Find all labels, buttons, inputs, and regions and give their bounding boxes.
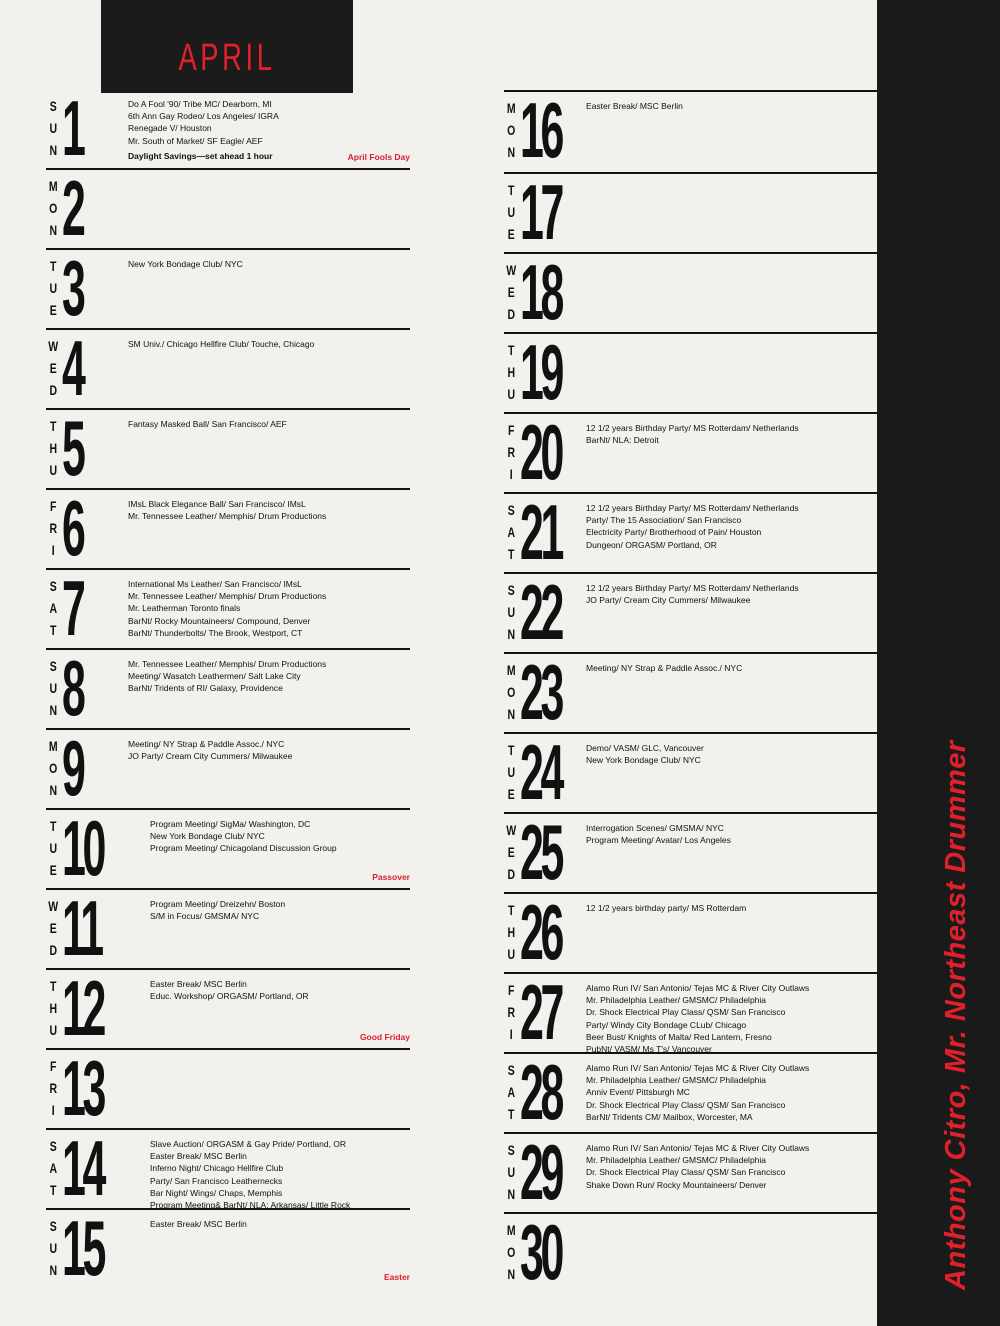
calendar-day bbox=[504, 888, 878, 976]
event-item: Slave Auction/ ORGASM & Gay Pride/ Portland, OR bbox=[150, 1139, 347, 1149]
event-item: 12 1/2 years Birthday Party/ MS Rotterdam/ Netherlands bbox=[586, 583, 799, 593]
event-item: IMsL Black Elegance Ball/ San Francisco/ IMsL bbox=[128, 499, 306, 509]
day-events bbox=[586, 742, 878, 766]
day-number: 28 bbox=[520, 1048, 562, 1136]
calendar-day bbox=[46, 564, 410, 652]
day-number: 20 bbox=[520, 408, 562, 496]
day-of-week: S U N bbox=[49, 98, 58, 158]
day-events bbox=[586, 662, 878, 674]
day-of-week: S A T bbox=[49, 578, 58, 638]
day-number: 5 bbox=[62, 404, 83, 492]
event-item: Demo/ VASM/ GLC, Vancouver bbox=[586, 743, 704, 753]
day-number: 26 bbox=[520, 888, 562, 976]
calendar-day bbox=[46, 644, 410, 732]
day-number: 22 bbox=[520, 568, 562, 656]
day-of-week: S U N bbox=[507, 582, 516, 642]
day-of-week: W E D bbox=[48, 338, 59, 398]
holiday-label: Good Friday bbox=[359, 1032, 410, 1042]
left-column bbox=[46, 84, 410, 1292]
event-item: New York Bondage Club/ NYC bbox=[586, 755, 701, 766]
calendar-day bbox=[504, 568, 878, 656]
event-item: BarNt/ Rocky Mountaineers/ Compound, Denver bbox=[128, 615, 311, 626]
event-item: Mr. Tennessee Leather/ Memphis/ Drum Productions bbox=[128, 591, 327, 602]
calendar-day bbox=[46, 404, 410, 492]
event-item: Dr. Shock Electrical Play Class/ QSM/ San Francisco bbox=[586, 1099, 786, 1110]
holiday-label: April Fools Day bbox=[347, 152, 410, 162]
calendar-day bbox=[504, 408, 878, 496]
day-of-week: T H U bbox=[49, 978, 58, 1038]
day-number: 1 bbox=[62, 84, 83, 172]
event-item: Mr. Philadelphia Leather/ GMSMC/ Philadelphia bbox=[586, 1155, 767, 1166]
day-number: 17 bbox=[520, 168, 562, 256]
calendar-day bbox=[46, 164, 410, 252]
day-of-week: S U N bbox=[507, 1142, 516, 1202]
event-item: Mr. South of Market/ SF Eagle/ AEF bbox=[128, 135, 263, 146]
day-number: 27 bbox=[520, 968, 562, 1056]
day-of-week: W E D bbox=[506, 262, 517, 322]
day-number: 21 bbox=[520, 488, 562, 576]
day-of-week: F R I bbox=[49, 498, 58, 558]
day-number: 29 bbox=[520, 1128, 562, 1216]
event-item: New York Bondage Club/ NYC bbox=[150, 831, 265, 842]
calendar-day bbox=[46, 1044, 410, 1132]
event-item: Fantasy Masked Ball/ San Francisco/ AEF bbox=[128, 419, 287, 429]
event-item: Program Meeting/ Chicagoland Discussion Group bbox=[150, 843, 337, 854]
day-events bbox=[586, 422, 878, 446]
side-bar bbox=[877, 0, 1000, 1326]
day-of-week: T U E bbox=[49, 258, 58, 318]
event-note: Daylight Savings—set ahead 1 hour bbox=[128, 150, 273, 161]
event-item: Anniv Event/ Pittsburgh MC bbox=[586, 1087, 690, 1098]
day-of-week: M O N bbox=[48, 178, 58, 238]
day-number: 7 bbox=[62, 564, 83, 652]
event-item: Mr. Tennessee Leather/ Memphis/ Drum Productions bbox=[128, 659, 327, 669]
day-number: 8 bbox=[62, 644, 83, 732]
day-events bbox=[586, 822, 878, 846]
calendar-day bbox=[504, 168, 878, 256]
day-number: 10 bbox=[62, 804, 104, 892]
day-of-week: S U N bbox=[49, 658, 58, 718]
event-item: Alamo Run IV/ San Antonio/ Tejas MC & River City Outlaws bbox=[586, 1063, 810, 1073]
calendar-day bbox=[504, 488, 878, 576]
calendar-day bbox=[46, 804, 410, 892]
event-item: Do A Fool '90/ Tribe MC/ Dearborn, MI bbox=[128, 99, 272, 109]
day-number: 16 bbox=[520, 86, 562, 174]
event-item: S/M in Focus/ GMSMA/ NYC bbox=[150, 911, 260, 922]
calendar-day bbox=[46, 84, 410, 172]
day-events bbox=[128, 418, 410, 430]
event-item: Alamo Run IV/ San Antonio/ Tejas MC & River City Outlaws bbox=[586, 1143, 810, 1153]
event-item: 12 1/2 years Birthday Party/ MS Rotterdam/ Netherlands bbox=[586, 503, 799, 513]
day-of-week: T H U bbox=[49, 418, 58, 478]
event-item: JO Party/ Cream City Cummers/ Milwaukee bbox=[586, 595, 751, 606]
event-item: 6th Ann Gay Rodeo/ Los Angeles/ IGRA bbox=[128, 111, 279, 122]
event-item: Dr. Shock Electrical Play Class/ QSM/ San Francisco bbox=[586, 1167, 786, 1178]
day-of-week: T U E bbox=[49, 818, 58, 878]
day-number: 4 bbox=[62, 324, 83, 412]
calendar-day bbox=[46, 724, 410, 812]
event-item: Meeting/ NY Strap & Paddle Assoc./ NYC bbox=[586, 663, 743, 673]
event-item: BarNt/ Tridents CM/ Mailbox, Worcester, MA bbox=[586, 1111, 753, 1122]
day-events bbox=[128, 498, 410, 522]
day-of-week: S A T bbox=[507, 502, 516, 562]
day-of-week: S U N bbox=[49, 1218, 58, 1278]
day-of-week: S A T bbox=[507, 1062, 516, 1122]
event-item: BarNt/ NLA: Detroit bbox=[586, 435, 659, 446]
day-number: 14 bbox=[62, 1124, 104, 1212]
calendar-day bbox=[46, 964, 410, 1052]
day-of-week: T U E bbox=[507, 742, 516, 802]
event-item: Program Meeting/ Avatar/ Los Angeles bbox=[586, 835, 731, 846]
day-of-week: S A T bbox=[49, 1138, 58, 1198]
day-events bbox=[128, 578, 410, 639]
event-item: Mr. Philadelphia Leather/ GMSMC/ Philadelphia bbox=[586, 1075, 767, 1086]
event-item: 12 1/2 years Birthday Party/ MS Rotterdam/ Netherlands bbox=[586, 423, 799, 433]
calendar-day bbox=[504, 1128, 878, 1216]
event-item: Meeting/ Wasatch Leathermen/ Salt Lake City bbox=[128, 671, 301, 682]
event-item: Renegade V/ Houston bbox=[128, 123, 212, 134]
calendar-day bbox=[504, 248, 878, 336]
event-item: International Ms Leather/ San Francisco/ IMsL bbox=[128, 579, 302, 589]
event-item: BarNt/ Thunderbolts/ The Brook, Westport, CT bbox=[128, 627, 303, 638]
event-item: Easter Break/ MSC Berlin bbox=[150, 979, 247, 989]
calendar-day bbox=[504, 648, 878, 736]
event-item: BarNt/ Tridents of RI/ Galaxy, Providence bbox=[128, 683, 283, 694]
day-number: 6 bbox=[62, 484, 83, 572]
event-item: JO Party/ Cream City Cummers/ Milwaukee bbox=[128, 751, 293, 762]
event-item: Dr. Shock Electrical Play Class/ QSM/ San Francisco bbox=[586, 1007, 786, 1018]
calendar-day bbox=[504, 728, 878, 816]
event-item: PubNt/ VASM/ Ms T's/ Vancouver bbox=[586, 1044, 712, 1055]
day-number: 13 bbox=[62, 1044, 104, 1132]
day-number: 15 bbox=[62, 1204, 104, 1292]
calendar-day bbox=[504, 86, 878, 174]
day-events bbox=[586, 1142, 878, 1191]
day-number: 25 bbox=[520, 808, 562, 896]
day-of-week: F R I bbox=[507, 982, 516, 1042]
calendar-day bbox=[46, 484, 410, 572]
event-item: New York Bondage Club/ NYC bbox=[128, 259, 243, 269]
event-item: Easter Break/ MSC Berlin bbox=[150, 1151, 247, 1162]
calendar-day bbox=[46, 244, 410, 332]
event-item: SM Univ./ Chicago Hellfire Club/ Touche, Chicago bbox=[128, 339, 315, 349]
event-item: Interrogation Scenes/ GMSMA/ NYC bbox=[586, 823, 724, 833]
month-title: APRIL bbox=[178, 37, 276, 79]
event-item: Party/ The 15 Association/ San Francisco bbox=[586, 515, 742, 526]
event-item: Electricity Party/ Brotherhood of Pain/ Houston bbox=[586, 527, 762, 538]
day-of-week: M O N bbox=[506, 100, 516, 160]
event-item: Alamo Run IV/ San Antonio/ Tejas MC & River City Outlaws bbox=[586, 983, 810, 993]
day-number: 23 bbox=[520, 648, 562, 736]
day-of-week: F R I bbox=[507, 422, 516, 482]
day-number: 18 bbox=[520, 248, 562, 336]
day-events bbox=[150, 898, 410, 922]
day-events bbox=[150, 1138, 410, 1211]
event-item: Party/ San Francisco Leathernecks bbox=[150, 1175, 283, 1186]
day-events bbox=[586, 100, 878, 112]
day-number: 30 bbox=[520, 1208, 562, 1296]
event-item: Shake Down Run/ Rocky Mountaineers/ Denver bbox=[586, 1179, 767, 1190]
day-events bbox=[586, 1062, 878, 1123]
event-item: Program Meeting/ Dreizehn/ Boston bbox=[150, 899, 286, 909]
event-item: Dungeon/ ORGASM/ Portland, OR bbox=[586, 539, 717, 550]
day-number: 12 bbox=[62, 964, 104, 1052]
day-events bbox=[128, 658, 410, 695]
calendar-day bbox=[504, 808, 878, 896]
day-of-week: M O N bbox=[506, 662, 516, 722]
day-events bbox=[586, 902, 878, 914]
month-header bbox=[101, 0, 353, 93]
calendar-day bbox=[46, 324, 410, 412]
day-of-week: W E D bbox=[48, 898, 59, 958]
calendar-day bbox=[504, 1208, 878, 1296]
right-column bbox=[504, 86, 878, 1296]
calendar-day bbox=[46, 884, 410, 972]
day-events bbox=[150, 1218, 410, 1230]
event-item: Inferno Night/ Chicago Hellfire Club bbox=[150, 1163, 284, 1174]
event-item: Mr. Leatherman Toronto finals bbox=[128, 603, 241, 614]
day-events bbox=[586, 502, 878, 551]
day-of-week: M O N bbox=[48, 738, 58, 798]
event-item: Program Meeting& BarNt/ NLA: Arkansas/ Little Rock bbox=[150, 1200, 351, 1211]
day-of-week: T H U bbox=[507, 342, 516, 402]
day-events bbox=[128, 338, 410, 350]
event-item: Easter Break/ MSC Berlin bbox=[586, 101, 683, 111]
event-item: Easter Break/ MSC Berlin bbox=[150, 1219, 247, 1229]
event-item: Educ. Workshop/ ORGASM/ Portland, OR bbox=[150, 991, 309, 1002]
day-events bbox=[128, 738, 410, 762]
event-item: Mr. Philadelphia Leather/ GMSMC/ Philadelphia bbox=[586, 995, 767, 1006]
day-number: 9 bbox=[62, 724, 83, 812]
calendar-day bbox=[46, 1124, 410, 1212]
calendar-day bbox=[504, 968, 878, 1056]
event-item: Mr. Tennessee Leather/ Memphis/ Drum Productions bbox=[128, 511, 327, 522]
day-events bbox=[128, 258, 410, 270]
holiday-label: Passover bbox=[372, 872, 410, 882]
day-number: 3 bbox=[62, 244, 83, 332]
calendar-day bbox=[504, 328, 878, 416]
day-of-week: W E D bbox=[506, 822, 517, 882]
holiday-label: Easter bbox=[384, 1272, 410, 1282]
event-item: Meeting/ NY Strap & Paddle Assoc./ NYC bbox=[128, 739, 285, 749]
event-item: Party/ Windy City Bondage CLub/ Chicago bbox=[586, 1019, 747, 1030]
day-events bbox=[150, 818, 410, 855]
day-events bbox=[586, 982, 878, 1055]
event-item: 12 1/2 years birthday party/ MS Rotterdam bbox=[586, 903, 747, 913]
day-number: 11 bbox=[62, 884, 101, 972]
day-number: 2 bbox=[62, 164, 83, 252]
day-events bbox=[150, 978, 410, 1002]
day-number: 24 bbox=[520, 728, 562, 816]
day-of-week: T U E bbox=[507, 182, 516, 242]
day-events bbox=[586, 582, 878, 606]
day-number: 19 bbox=[520, 328, 562, 416]
event-item: Bar Night/ Wings/ Chaps, Memphis bbox=[150, 1187, 283, 1198]
event-item: Beer Bust/ Knights of Malta/ Red Lantern, Fresno bbox=[586, 1031, 772, 1042]
day-of-week: T H U bbox=[507, 902, 516, 962]
day-of-week: F R I bbox=[49, 1058, 58, 1118]
event-item: Program Meeting/ SigMa/ Washington, DC bbox=[150, 819, 311, 829]
day-of-week: M O N bbox=[506, 1222, 516, 1282]
photo-credit: Anthony Citro, Mr. Northeast Drummer bbox=[940, 740, 972, 1290]
